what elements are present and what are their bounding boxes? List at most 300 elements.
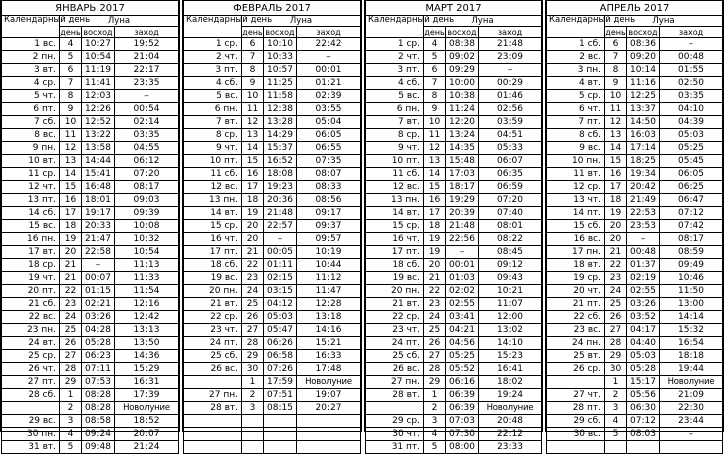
moonrise-time: 05:03 bbox=[264, 311, 297, 324]
moonset-time: 01:46 bbox=[479, 90, 542, 103]
moonset-time: 16:31 bbox=[115, 376, 179, 389]
moonset-time: 06:07 bbox=[479, 155, 542, 168]
table-row bbox=[547, 220, 723, 233]
calendar-day: 5 чт. bbox=[2, 90, 60, 103]
moonset-time: 20:27 bbox=[297, 402, 361, 415]
calendar-day: 6 пн. bbox=[366, 103, 424, 116]
lunar-day: 14 bbox=[605, 142, 627, 155]
moonset-header: заход bbox=[660, 27, 723, 38]
moonrise-time: 00:01 bbox=[446, 259, 479, 272]
table-row bbox=[2, 64, 179, 77]
calendar-day: 18 ср. bbox=[2, 259, 60, 272]
calendar-day: 9 чт. bbox=[366, 142, 424, 155]
table-row bbox=[2, 90, 179, 103]
moonset-time: 10:21 bbox=[479, 285, 542, 298]
table-row bbox=[2, 363, 179, 376]
moonset-time: 21:24 bbox=[115, 441, 179, 454]
calendar-day: 19 ср. bbox=[547, 272, 605, 285]
moonrise-time: 21:49 bbox=[627, 194, 660, 207]
table-row bbox=[184, 298, 361, 311]
moonset-time: 05:45 bbox=[660, 155, 723, 168]
moonrise-time: 11:25 bbox=[264, 77, 297, 90]
moonset-time: 16:33 bbox=[297, 350, 361, 363]
moonset-time: 21:04 bbox=[115, 51, 179, 64]
table-row bbox=[547, 428, 723, 441]
moonrise-time: 10:54 bbox=[82, 51, 115, 64]
calendar-day: 4 сб. bbox=[366, 77, 424, 90]
lunar-day: 24 bbox=[424, 311, 446, 324]
moonset-time: 02:14 bbox=[115, 116, 179, 129]
moonset-time: 09:57 bbox=[297, 233, 361, 246]
moonrise-time: 19:17 bbox=[82, 207, 115, 220]
lunar-day: 9 bbox=[605, 77, 627, 90]
table-row bbox=[184, 376, 361, 389]
moonrise-time: 20:39 bbox=[446, 207, 479, 220]
moonset-time bbox=[660, 441, 723, 454]
moonset-time: 00:01 bbox=[297, 64, 361, 77]
moonrise-time: 14:50 bbox=[627, 116, 660, 129]
moonset-time: 05:03 bbox=[660, 129, 723, 142]
table-row bbox=[2, 285, 179, 298]
table-row bbox=[184, 324, 361, 337]
table-row bbox=[366, 259, 542, 272]
calendar-day: 27 пн. bbox=[366, 376, 424, 389]
lunar-day: 23 bbox=[424, 298, 446, 311]
moonrise-time: 07:26 bbox=[264, 363, 297, 376]
moonrise-time: 06:30 bbox=[627, 402, 660, 415]
lunar-day: 13 bbox=[605, 129, 627, 142]
calendar-day bbox=[366, 402, 424, 415]
moonrise-time: 04:12 bbox=[264, 298, 297, 311]
moonset-time: 17:48 bbox=[297, 363, 361, 376]
moonrise-time: 03:26 bbox=[82, 311, 115, 324]
calendar-day: 7 вт. bbox=[366, 116, 424, 129]
calendar-day: 29 ср. bbox=[366, 415, 424, 428]
moonrise-time: 17:59 bbox=[264, 376, 297, 389]
lunar-day: 23 bbox=[605, 272, 627, 285]
moonset-time: 07:35 bbox=[297, 155, 361, 168]
calendar-table bbox=[365, 1, 542, 454]
moonset-time: 09:17 bbox=[297, 207, 361, 220]
table-row bbox=[366, 51, 542, 64]
moonrise-time: 02:55 bbox=[446, 298, 479, 311]
moonset-time: 11:47 bbox=[297, 285, 361, 298]
lunar-day: 16 bbox=[424, 194, 446, 207]
calendar-day bbox=[184, 428, 242, 441]
table-row bbox=[547, 389, 723, 402]
lunar-day: 10 bbox=[60, 116, 82, 129]
moonset-time bbox=[297, 428, 361, 441]
lunar-day: 28 bbox=[605, 337, 627, 350]
lunar-day: 3 bbox=[60, 415, 82, 428]
moonset-time: 09:43 bbox=[479, 272, 542, 285]
moonrise-time: 05:03 bbox=[627, 350, 660, 363]
lunar-day: 12 bbox=[424, 142, 446, 155]
lunar-day: 7 bbox=[605, 51, 627, 64]
moonset-time: 10:46 bbox=[660, 272, 723, 285]
calendar-day: 30 пн. bbox=[2, 428, 60, 441]
table-row bbox=[366, 38, 542, 51]
lunar-day: 17 bbox=[60, 207, 82, 220]
lunar-day: 20 bbox=[605, 233, 627, 246]
moonrise-time: 05:28 bbox=[82, 337, 115, 350]
table-row bbox=[366, 220, 542, 233]
lunar-day bbox=[242, 415, 264, 428]
moonrise-time: 22:56 bbox=[446, 233, 479, 246]
calendar-day: 19 вс. bbox=[366, 272, 424, 285]
moonrise-time: 11:58 bbox=[264, 90, 297, 103]
calendar-day: 31 пт. bbox=[366, 441, 424, 454]
moonset-time: – bbox=[660, 38, 723, 51]
moonrise-time: 07:12 bbox=[627, 415, 660, 428]
moonrise-time: 08:28 bbox=[82, 389, 115, 402]
moonrise-time: 02:21 bbox=[82, 298, 115, 311]
table-row bbox=[366, 116, 542, 129]
table-row bbox=[366, 402, 542, 415]
moonrise-time: 09:29 bbox=[446, 64, 479, 77]
calendar-day: 18 сб. bbox=[184, 259, 242, 272]
calendar-day: 12 вс. bbox=[184, 181, 242, 194]
lunar-day: 25 bbox=[60, 324, 82, 337]
lunar-day: 17 bbox=[242, 181, 264, 194]
moonset-time: 00:29 bbox=[479, 77, 542, 90]
calendar-day: 27 пт. bbox=[2, 376, 60, 389]
moonrise-time: 22:58 bbox=[82, 246, 115, 259]
month-title: ЯНВАРЬ 2017 bbox=[2, 1, 179, 16]
moonrise-time: 00:48 bbox=[627, 246, 660, 259]
calendar-day: 11 вт. bbox=[547, 168, 605, 181]
moonrise-time: 13:37 bbox=[627, 103, 660, 116]
moonrise-time: 02:55 bbox=[627, 285, 660, 298]
moonset-time: 18:18 bbox=[660, 350, 723, 363]
table-row bbox=[184, 90, 361, 103]
lunar-day: 12 bbox=[242, 116, 264, 129]
lunar-day-header: день bbox=[242, 27, 263, 37]
calendar-day bbox=[184, 441, 242, 454]
moonset-time: 19:52 bbox=[115, 38, 179, 51]
table-row bbox=[366, 64, 542, 77]
table-row bbox=[184, 207, 361, 220]
moonset-time: – bbox=[115, 90, 179, 103]
lunar-day: 16 bbox=[605, 168, 627, 181]
moonrise-time: 18:25 bbox=[627, 155, 660, 168]
lunar-day: 10 bbox=[424, 116, 446, 129]
lunar-day: 29 bbox=[605, 350, 627, 363]
calendar-day: 1 ср. bbox=[184, 38, 242, 51]
moonrise-time: 17:03 bbox=[446, 168, 479, 181]
lunar-day: 15 bbox=[242, 155, 264, 168]
lunar-day: 5 bbox=[60, 441, 82, 454]
calendar-day: 13 чт. bbox=[547, 194, 605, 207]
moonset-time: 09:37 bbox=[297, 220, 361, 233]
lunar-day: 27 bbox=[605, 324, 627, 337]
moonrise-time: 08:03 bbox=[627, 428, 660, 441]
moonrise-time: 02:02 bbox=[446, 285, 479, 298]
moonrise-time: 07:51 bbox=[264, 389, 297, 402]
moonrise-time: 10:10 bbox=[264, 38, 297, 51]
moonrise-time: – bbox=[627, 233, 660, 246]
moonrise-time: 04:21 bbox=[446, 324, 479, 337]
table-row bbox=[547, 272, 723, 285]
lunar-day: 4 bbox=[424, 38, 446, 51]
moonrise-time: 08:28 bbox=[82, 402, 115, 415]
table-row bbox=[184, 272, 361, 285]
table-row bbox=[184, 77, 361, 90]
moonset-time: 10:32 bbox=[115, 233, 179, 246]
calendar-day: 10 пт. bbox=[366, 155, 424, 168]
lunar-day: 3 bbox=[242, 402, 264, 415]
moonrise-time: 04:40 bbox=[627, 337, 660, 350]
calendar-day: 20 пн. bbox=[184, 285, 242, 298]
table-row bbox=[184, 233, 361, 246]
table-row bbox=[184, 415, 361, 428]
calendar-day: 11 ср. bbox=[2, 168, 60, 181]
lunar-day: 5 bbox=[424, 441, 446, 454]
moonset-time: 11:33 bbox=[115, 272, 179, 285]
moonset-time: 15:23 bbox=[479, 350, 542, 363]
lunar-day: 14 bbox=[424, 168, 446, 181]
moonset-time: – bbox=[479, 64, 542, 77]
table-row bbox=[547, 155, 723, 168]
table-row bbox=[547, 103, 723, 116]
lunar-day: 21 bbox=[605, 246, 627, 259]
table-row bbox=[366, 298, 542, 311]
moonset-time: 13:02 bbox=[479, 324, 542, 337]
calendar-day: 28 сб. bbox=[2, 389, 60, 402]
table-row bbox=[547, 298, 723, 311]
table-row bbox=[366, 363, 542, 376]
calendar-day: 14 сб. bbox=[2, 207, 60, 220]
table-row bbox=[2, 207, 179, 220]
moonrise-time: 21:48 bbox=[446, 220, 479, 233]
table-row bbox=[366, 376, 542, 389]
moonrise-time: 08:00 bbox=[446, 441, 479, 454]
table-row bbox=[2, 350, 179, 363]
lunar-day: 19 bbox=[424, 233, 446, 246]
moon-header: Луна bbox=[424, 16, 542, 27]
moonset-time: 21:48 bbox=[479, 38, 542, 51]
moonrise-time bbox=[627, 441, 660, 454]
table-row bbox=[366, 428, 542, 441]
moonset-time: 22:30 bbox=[660, 402, 723, 415]
lunar-day: 29 bbox=[60, 376, 82, 389]
lunar-day: 25 bbox=[424, 324, 446, 337]
lunar-day: 18 bbox=[605, 194, 627, 207]
table-row bbox=[184, 285, 361, 298]
moonset-time: 11:12 bbox=[297, 272, 361, 285]
lunar-day: 2 bbox=[605, 389, 627, 402]
calendar-day: 20 пт. bbox=[2, 285, 60, 298]
table-row bbox=[366, 77, 542, 90]
calendar-day: 12 ср. bbox=[547, 181, 605, 194]
calendar-day bbox=[184, 415, 242, 428]
table-row bbox=[2, 129, 179, 142]
lunar-day: 19 bbox=[424, 246, 446, 259]
calendar-day: 14 пт. bbox=[547, 207, 605, 220]
calendar-day: 29 вс. bbox=[2, 415, 60, 428]
table-row bbox=[184, 168, 361, 181]
moonrise-time: 12:25 bbox=[627, 90, 660, 103]
calendar-day: 30 вс. bbox=[547, 428, 605, 441]
calendar-day: 9 чт. bbox=[184, 142, 242, 155]
lunar-day: 4 bbox=[60, 428, 82, 441]
moonset-time: 03:55 bbox=[297, 103, 361, 116]
moonrise-time: 03:41 bbox=[446, 311, 479, 324]
moonrise-header: восход bbox=[447, 27, 477, 37]
table-row bbox=[2, 389, 179, 402]
moonrise-time bbox=[264, 441, 297, 454]
table-row bbox=[547, 207, 723, 220]
table-row bbox=[2, 155, 179, 168]
calendar-day-header: Календарный день bbox=[184, 16, 242, 38]
table-row bbox=[2, 233, 179, 246]
lunar-day: 6 bbox=[60, 64, 82, 77]
moonset-time: 18:52 bbox=[115, 415, 179, 428]
calendar-day: 16 вс. bbox=[547, 233, 605, 246]
calendar-day: 25 сб. bbox=[366, 350, 424, 363]
lunar-day: 10 bbox=[605, 90, 627, 103]
moonrise-time: 16:48 bbox=[82, 181, 115, 194]
lunar-day: 26 bbox=[60, 337, 82, 350]
month-title: АПРЕЛЬ 2017 bbox=[547, 1, 723, 16]
moonset-time: 23:35 bbox=[115, 77, 179, 90]
moonset-time: 21:09 bbox=[660, 389, 723, 402]
moonrise-time: – bbox=[264, 233, 297, 246]
calendar-day: 7 сб. bbox=[2, 116, 60, 129]
moonrise-time: 02:19 bbox=[627, 272, 660, 285]
moonrise-header: восход bbox=[83, 27, 113, 37]
moonrise-time: 14:29 bbox=[264, 129, 297, 142]
calendar-day: 2 чт. bbox=[366, 51, 424, 64]
calendar-day: 25 ср. bbox=[2, 350, 60, 363]
moonset-time: – bbox=[660, 428, 723, 441]
calendar-day: 26 вс. bbox=[366, 363, 424, 376]
table-row bbox=[547, 129, 723, 142]
lunar-day: 30 bbox=[605, 363, 627, 376]
table-row bbox=[2, 103, 179, 116]
moonset-time: 19:44 bbox=[660, 363, 723, 376]
lunar-day: 22 bbox=[60, 285, 82, 298]
lunar-day: 27 bbox=[60, 350, 82, 363]
calendar-day: 6 пт. bbox=[2, 103, 60, 116]
table-row bbox=[547, 324, 723, 337]
calendar-table bbox=[1, 1, 179, 454]
moonrise-time: 07:30 bbox=[446, 428, 479, 441]
table-row bbox=[547, 246, 723, 259]
calendar-day: 8 сб. bbox=[547, 129, 605, 142]
lunar-day: 8 bbox=[60, 90, 82, 103]
calendar-day: 16 чт. bbox=[366, 233, 424, 246]
moonrise-time: 13:22 bbox=[82, 129, 115, 142]
table-row bbox=[366, 389, 542, 402]
calendar-day: 18 сб. bbox=[366, 259, 424, 272]
moonrise-time: 15:17 bbox=[627, 376, 660, 389]
moonset-header: заход bbox=[115, 27, 179, 38]
table-row bbox=[547, 77, 723, 90]
lunar-day bbox=[242, 441, 264, 454]
month-title: ФЕВРАЛЬ 2017 bbox=[184, 1, 361, 16]
table-row bbox=[2, 324, 179, 337]
moonset-time bbox=[297, 415, 361, 428]
calendar-day: 24 вт. bbox=[2, 337, 60, 350]
moonrise-time: 09:24 bbox=[82, 428, 115, 441]
table-row bbox=[2, 402, 179, 415]
moonset-time: 02:39 bbox=[297, 90, 361, 103]
lunar-day: 23 bbox=[242, 272, 264, 285]
table-row bbox=[184, 142, 361, 155]
table-row bbox=[547, 311, 723, 324]
moonset-time: 14:16 bbox=[297, 324, 361, 337]
lunar-day: 11 bbox=[242, 103, 264, 116]
moonset-time: 06:35 bbox=[479, 168, 542, 181]
calendar-day: 1 сб. bbox=[547, 38, 605, 51]
moonrise-time: 20:42 bbox=[627, 181, 660, 194]
table-row bbox=[547, 233, 723, 246]
calendar-day: 13 пт. bbox=[2, 194, 60, 207]
calendar-day bbox=[2, 402, 60, 415]
table-row bbox=[184, 64, 361, 77]
table-row bbox=[366, 285, 542, 298]
moonrise-time: 16:03 bbox=[627, 129, 660, 142]
table-row bbox=[184, 51, 361, 64]
lunar-day: 2 bbox=[424, 402, 446, 415]
calendar-day bbox=[547, 441, 605, 454]
calendar-day: 15 ср. bbox=[184, 220, 242, 233]
moonrise-time: 16:52 bbox=[264, 155, 297, 168]
calendar-day: 8 ср. bbox=[184, 129, 242, 142]
lunar-day: 1 bbox=[242, 376, 264, 389]
calendar-day: 13 пн. bbox=[366, 194, 424, 207]
moonrise-time: 15:48 bbox=[446, 155, 479, 168]
lunar-day-header: день bbox=[605, 27, 626, 37]
lunar-day: 21 bbox=[60, 272, 82, 285]
lunar-day: 24 bbox=[605, 285, 627, 298]
moonset-time: 04:39 bbox=[660, 116, 723, 129]
moonrise-time bbox=[264, 428, 297, 441]
moonrise-time: 12:03 bbox=[82, 90, 115, 103]
calendar-day: 15 вс. bbox=[2, 220, 60, 233]
table-row bbox=[2, 168, 179, 181]
lunar-day bbox=[242, 428, 264, 441]
calendar-day: 23 пн. bbox=[2, 324, 60, 337]
lunar-day: 15 bbox=[60, 181, 82, 194]
moonset-time: 06:59 bbox=[479, 181, 542, 194]
moonset-time: 11:13 bbox=[115, 259, 179, 272]
calendar-day: 15 ср. bbox=[366, 220, 424, 233]
calendar-day: 2 вс. bbox=[547, 51, 605, 64]
calendar-day: 5 вс. bbox=[366, 90, 424, 103]
moonset-time: 22:42 bbox=[297, 38, 361, 51]
moonset-time: 11:07 bbox=[479, 298, 542, 311]
moonrise-time: 19:29 bbox=[446, 194, 479, 207]
moon-header: Луна bbox=[60, 16, 179, 27]
table-row bbox=[184, 194, 361, 207]
moonrise-time: 01:03 bbox=[446, 272, 479, 285]
lunar-day: 5 bbox=[60, 51, 82, 64]
month-table bbox=[545, 0, 724, 439]
moonrise-time: 08:36 bbox=[627, 38, 660, 51]
moonrise-time: 23:53 bbox=[627, 220, 660, 233]
moonrise-time: 07:11 bbox=[82, 363, 115, 376]
moonset-time: 09:03 bbox=[115, 194, 179, 207]
lunar-day: 9 bbox=[242, 77, 264, 90]
lunar-day-header: день bbox=[424, 27, 445, 37]
lunar-day: 7 bbox=[60, 77, 82, 90]
moonrise-time: 03:52 bbox=[627, 311, 660, 324]
calendar-day: 10 пт. bbox=[184, 155, 242, 168]
calendar-day: 2 чт. bbox=[184, 51, 242, 64]
moonset-time: 14:14 bbox=[660, 311, 723, 324]
